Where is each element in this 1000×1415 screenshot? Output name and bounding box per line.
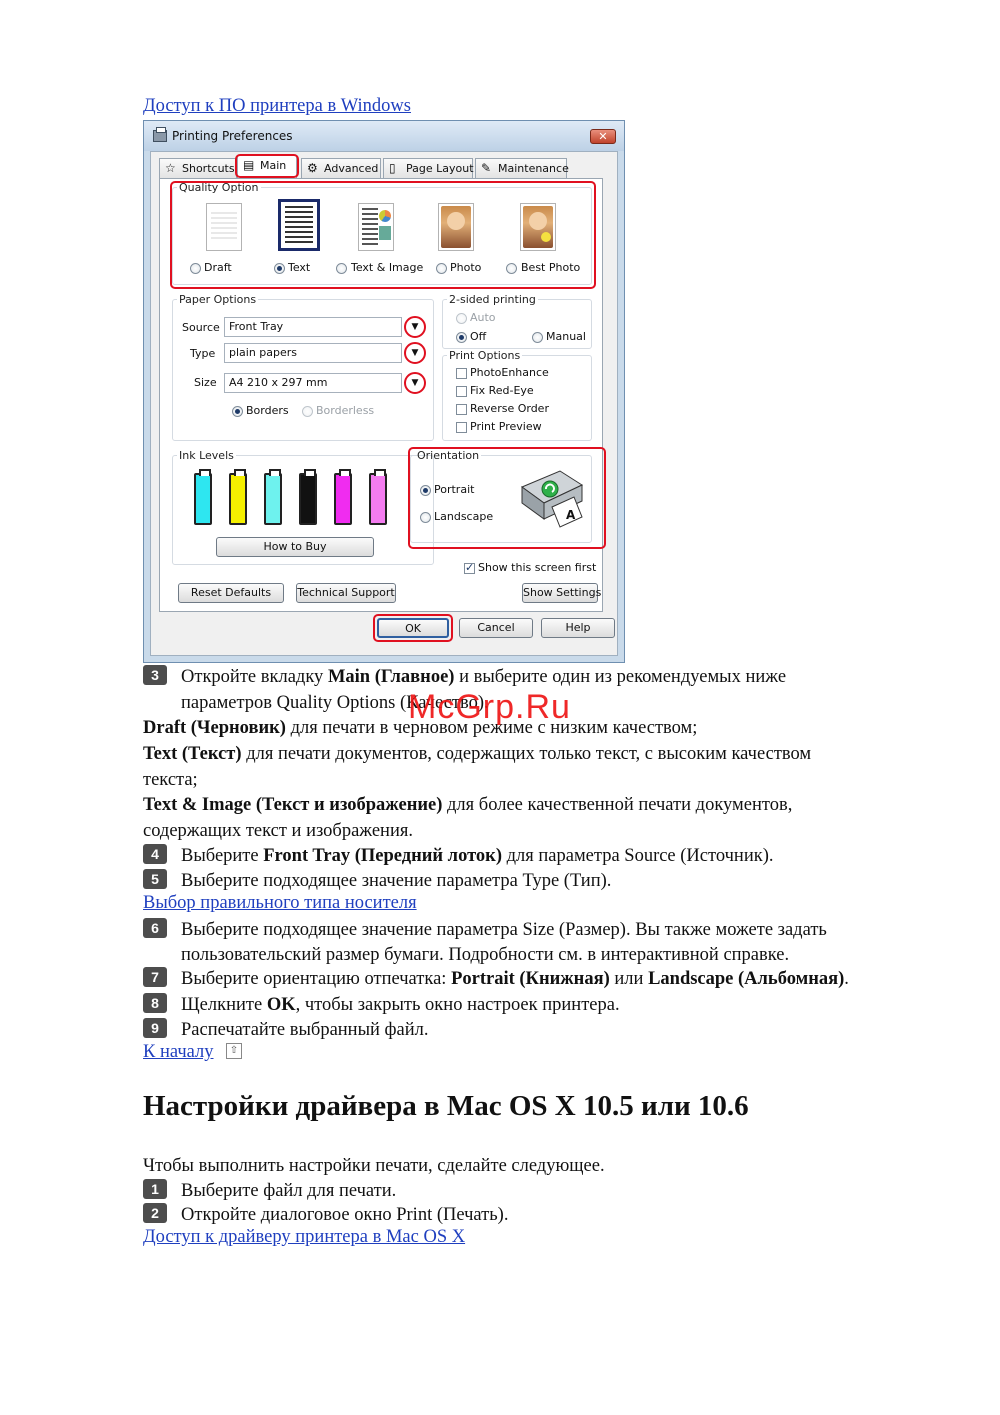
ink-levels-legend: Ink Levels	[179, 449, 234, 462]
size-label: Size	[194, 376, 217, 389]
link-mac-driver[interactable]: Доступ к драйверу принтера в Mac OS X	[143, 1227, 466, 1247]
step-3: 3 Откройте вкладку Main (Главное) и выберите один из рекомендуемых ниже	[143, 664, 786, 690]
ink-cartridge-4	[299, 473, 317, 525]
radio-photo[interactable]	[436, 263, 447, 274]
label-text: Text	[288, 261, 311, 274]
ink-cartridge-3	[264, 473, 282, 525]
para-text-image: Text & Image (Текст и изображение) для более качественной печати документов,	[143, 795, 793, 815]
ink-cartridge-5	[334, 473, 352, 525]
label-off: Off	[470, 330, 487, 343]
type-label: Type	[190, 347, 216, 360]
label-text-image: Text & Image	[351, 261, 424, 274]
label-borderless: Borderless	[316, 404, 375, 417]
label-draft: Draft	[204, 261, 232, 274]
arrow-up-icon[interactable]: ⇧	[226, 1043, 242, 1059]
wrench-icon: ✎	[481, 161, 492, 175]
checkbox-photoenhance[interactable]	[456, 368, 467, 379]
label-reverse-order: Reverse Order	[470, 402, 549, 415]
reset-defaults-button[interactable]: Reset Defaults	[178, 583, 284, 603]
checkbox-show-first[interactable]	[464, 563, 475, 574]
quality-option-legend: Quality Option	[179, 181, 259, 194]
star-icon: ☆	[165, 161, 176, 175]
label-show-first: Show this screen first	[478, 561, 597, 574]
link-printer-software-windows[interactable]: Доступ к ПО принтера в Windows	[143, 96, 411, 116]
checkbox-print-preview[interactable]	[456, 422, 467, 433]
tab-shortcuts[interactable]: ☆ Shortcuts	[159, 158, 237, 178]
source-dropdown-arrow-icon[interactable]: ▼	[404, 316, 426, 338]
ink-cartridge-2	[229, 473, 247, 525]
para-text: Text (Текст) для печати документов, содержащих только текст, с высоким качеством	[143, 744, 812, 764]
step-4: 4 Выберите Front Tray (Передний лоток) для параметра Source (Источник).	[143, 843, 774, 869]
print-options-legend: Print Options	[449, 349, 521, 362]
label-manual: Manual	[546, 330, 586, 343]
size-select[interactable]: A4 210 x 297 mm	[224, 373, 402, 393]
close-button[interactable]: ✕	[590, 129, 616, 144]
cancel-button[interactable]: Cancel	[459, 618, 533, 638]
radio-text[interactable]	[274, 263, 285, 274]
help-button[interactable]: Help	[541, 618, 615, 638]
mac-heading: Настройки драйвера в Mac OS X 10.5 или 10.6	[143, 1090, 749, 1122]
draft-icon[interactable]	[206, 203, 242, 251]
source-label: Source	[182, 321, 220, 334]
mac-step-2: 2 Откройте диалоговое окно Print (Печать).	[143, 1202, 508, 1228]
watermark: McGrp.Ru	[408, 688, 571, 726]
advanced-icon: ⚙	[307, 161, 318, 175]
radio-draft[interactable]	[190, 263, 201, 274]
dialog-title: Printing Preferences	[172, 129, 293, 143]
step-3-cont: параметров Quality Options (Качество).	[181, 693, 489, 713]
tab-maintenance[interactable]: ✎ Maintenance	[475, 158, 567, 178]
best-photo-icon[interactable]	[520, 203, 556, 251]
step-9: 9 Распечатайте выбранный файл.	[143, 1017, 429, 1043]
mac-intro: Чтобы выполнить настройки печати, сделайте следующее.	[143, 1156, 605, 1176]
radio-borderless[interactable]	[302, 406, 313, 417]
label-fix-red-eye: Fix Red-Eye	[470, 384, 534, 397]
step-6: 6 Выберите подходящее значение параметра Size (Размер). Вы также можете задать	[143, 917, 827, 943]
size-dropdown-arrow-icon[interactable]: ▼	[404, 372, 426, 394]
printer-icon	[153, 130, 167, 142]
ink-cartridge-6	[369, 473, 387, 525]
text-icon[interactable]	[278, 199, 320, 251]
step-3-number: 3	[143, 665, 167, 685]
printing-preferences-dialog	[143, 120, 625, 663]
two-sided-legend: 2-sided printing	[449, 293, 536, 306]
mac-step-1: 1 Выберите файл для печати.	[143, 1178, 396, 1204]
orientation-legend: Orientation	[417, 449, 480, 462]
step-6-cont: пользовательский размер бумаги. Подробности см. в интерактивной справке.	[181, 945, 790, 965]
label-print-preview: Print Preview	[470, 420, 542, 433]
checkbox-reverse-order[interactable]	[456, 404, 467, 415]
label-photo: Photo	[450, 261, 482, 274]
link-media-type[interactable]: Выбор правильного типа носителя	[143, 893, 417, 913]
step-8: 8 Щелкните OK, чтобы закрыть окно настроек принтера.	[143, 992, 620, 1018]
label-portrait: Portrait	[434, 483, 475, 496]
paper-options-legend: Paper Options	[179, 293, 257, 306]
ink-cartridges	[172, 451, 434, 541]
radio-text-image[interactable]	[336, 263, 347, 274]
radio-best-photo[interactable]	[506, 263, 517, 274]
radio-off[interactable]	[456, 332, 467, 343]
technical-support-button[interactable]: Technical Support	[296, 583, 396, 603]
how-to-buy-button[interactable]: How to Buy	[216, 537, 374, 557]
ink-cartridge-1	[194, 473, 212, 525]
tab-main[interactable]: ▤ Main	[237, 155, 297, 179]
para-text-image-cont: содержащих текст и изображения.	[143, 821, 413, 841]
label-best-photo: Best Photo	[521, 261, 581, 274]
text-image-icon[interactable]	[358, 203, 394, 251]
label-photoenhance: PhotoEnhance	[470, 366, 549, 379]
link-to-top[interactable]: К началу	[143, 1042, 214, 1062]
para-draft: Draft (Черновик) для печати в черновом режиме с низким качеством;	[143, 718, 698, 738]
printer-tab-icon: ▤	[243, 158, 255, 172]
label-borders: Borders	[246, 404, 289, 417]
radio-borders[interactable]	[232, 406, 243, 417]
type-dropdown-arrow-icon[interactable]: ▼	[404, 342, 426, 364]
svg-text:A: A	[566, 508, 576, 522]
checkbox-fix-red-eye[interactable]	[456, 386, 467, 397]
label-landscape: Landscape	[434, 510, 494, 523]
tab-page-layout[interactable]: ▯ Page Layout	[383, 158, 473, 178]
radio-portrait[interactable]	[420, 485, 431, 496]
source-select[interactable]: Front Tray	[224, 317, 402, 337]
title-bar	[144, 121, 624, 151]
page-layout-icon: ▯	[389, 161, 396, 175]
show-settings-button[interactable]: Show Settings	[522, 583, 598, 603]
paper-options-group	[172, 293, 434, 441]
label-auto: Auto	[470, 311, 496, 324]
step-5: 5 Выберите подходящее значение параметра Type (Тип).	[143, 868, 611, 894]
step-7: 7 Выберите ориентацию отпечатка: Portrait (Книжная) или Landscape (Альбомная).	[143, 966, 849, 992]
radio-manual[interactable]	[532, 332, 543, 343]
orientation-printer-icon	[516, 467, 588, 531]
radio-landscape[interactable]	[420, 512, 431, 523]
dialog-client	[150, 151, 618, 656]
main-tab-page	[159, 178, 603, 612]
tab-advanced[interactable]: ⚙ Advanced	[301, 158, 381, 178]
type-select[interactable]: plain papers	[224, 343, 402, 363]
para-text-cont: текста;	[143, 770, 198, 790]
photo-icon[interactable]	[438, 203, 474, 251]
ok-button[interactable]: OK	[377, 618, 449, 638]
radio-auto[interactable]	[456, 313, 467, 324]
